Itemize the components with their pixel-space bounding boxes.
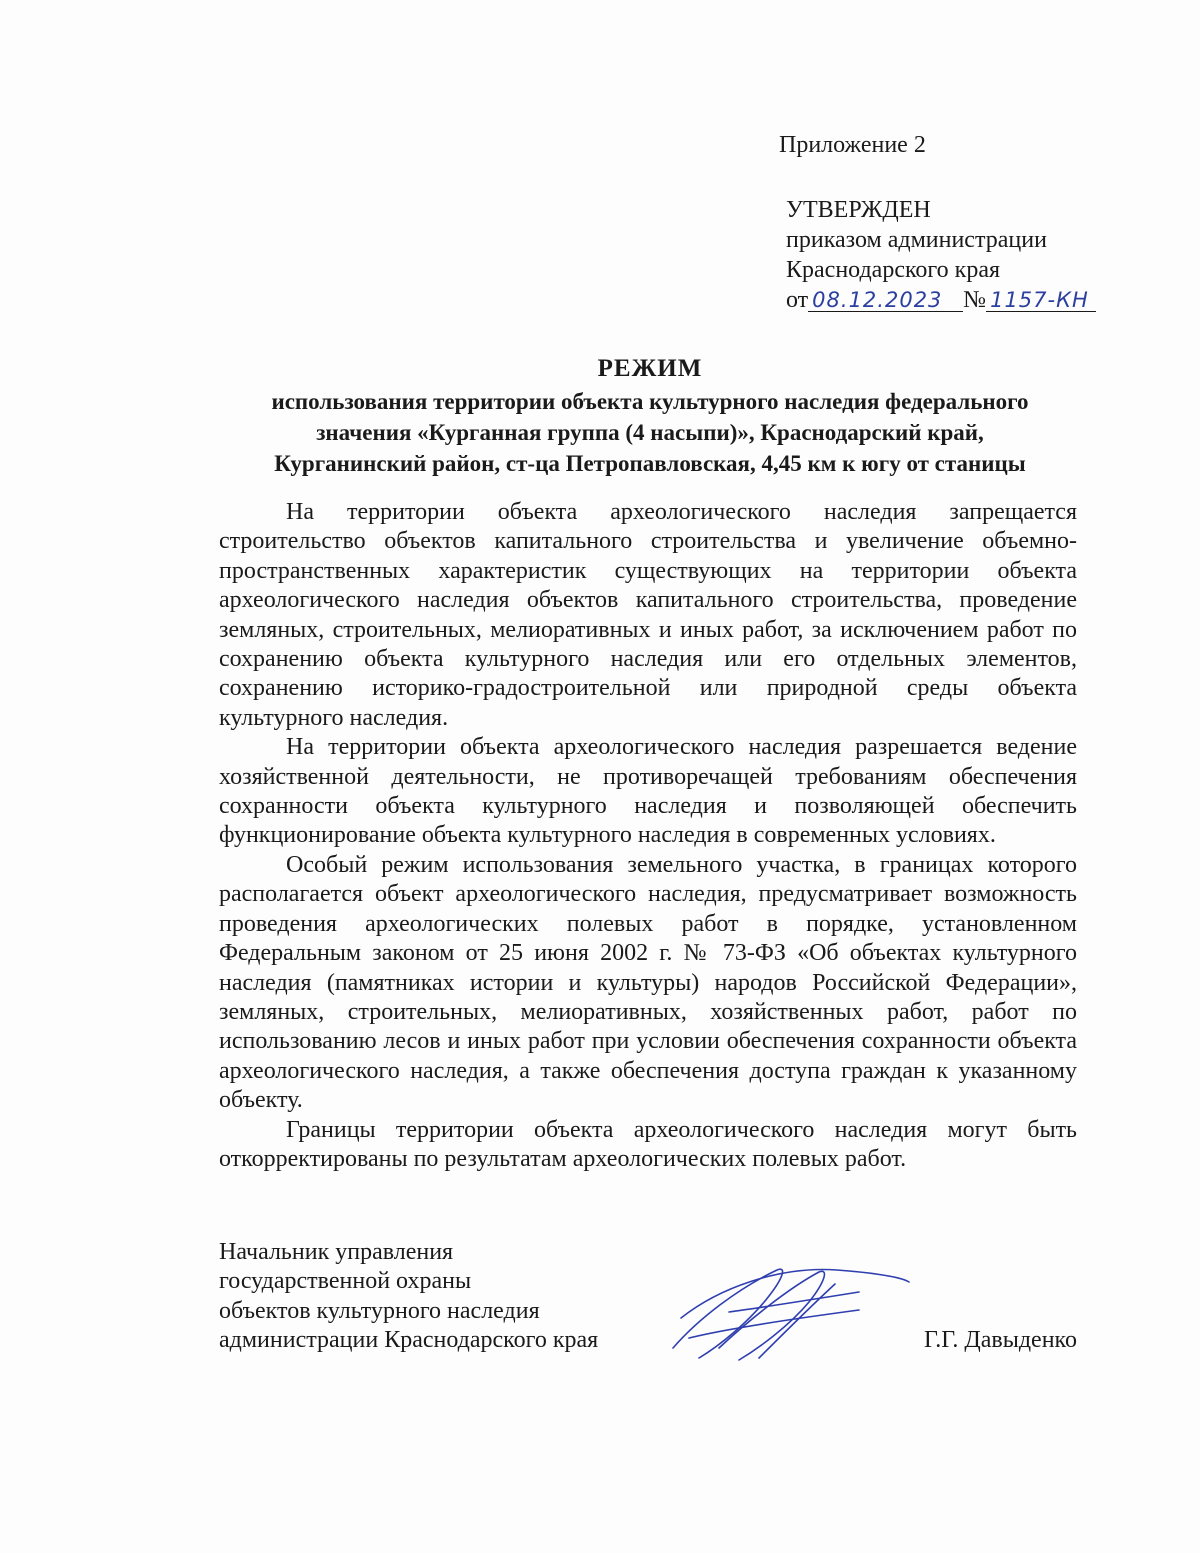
approval-heading: УТВЕРЖДЕН	[786, 197, 931, 223]
handwritten-number: 1157-КН	[986, 289, 1096, 312]
signatory-title-line: государственной охраны	[219, 1268, 472, 1295]
signatory-name: Г.Г. Давыденко	[924, 1327, 1077, 1353]
approval-date-line	[786, 287, 1096, 313]
approval-line-2: Краснодарского края	[786, 257, 1001, 283]
number-prefix: №	[963, 287, 987, 313]
document-body	[219, 498, 1077, 1174]
approval-stamp	[786, 195, 1126, 315]
paragraph-boundaries: Границы территории объекта археологического наследия могут быть откорректированы по результатам археологических полевых работ.	[219, 1116, 1077, 1172]
document-title	[180, 352, 1120, 479]
signature-block	[219, 1238, 1077, 1368]
handwritten-date: 08.12.2023	[808, 289, 963, 312]
title-line-2: значения «Курганная группа (4 насыпи)», Краснодарский край,	[316, 420, 984, 445]
paragraph-permitted-activity: На территории объекта археологического наследия разрешается ведение хозяйственной деятельности, не противоречащей требованиям обеспечения сохранности объекта культурного наследия и позволяющей обеспечить функционирование объекта культурного наследия в современных условиях.	[219, 734, 1077, 849]
paragraph-special-regime: Особый режим использования земельного участка, в границах которого располагается объект археологического наследия, предусматривает возможность проведения археологических полевых работ в порядке, установленном Федеральным законом от 25 июня 2002 г. № 73-ФЗ «Об объектах культурного наследия (памятниках истории и культуры) народов Российской Федерации», земляных, строительных, мелиоративных, хозяйственных работ, работ по использованию лесов и иных работ при условии обеспечения сохранности объекта археологического наследия, а также обеспечения доступа граждан к указанному объекту.	[219, 851, 1077, 1114]
paragraph-prohibitions: На территории объекта археологического наследия запрещается строительство объектов капитального строительства и увеличение объемно-пространственных характеристик существующих на территории объекта археологического наследия объектов капитального строительства, проведение земляных, строительных, мелиоративных и иных работ, за исключением работ по сохранению объекта культурного наследия или его отдельных элементов, сохранению историко-градостроительной или природной среды объекта культурного наследия.	[219, 499, 1077, 731]
signatory-title-line: администрации Краснодарского края	[219, 1327, 599, 1354]
handwritten-signature	[659, 1248, 919, 1368]
signatory-title-line: объектов культурного наследия	[219, 1297, 540, 1324]
title-line-3: Курганинский район, ст-ца Петропавловская, 4,45 км к югу от станицы	[274, 451, 1026, 476]
appendix-label: Приложение 2	[779, 132, 926, 158]
approval-line-1: приказом администрации	[786, 227, 1047, 253]
signatory-title	[219, 1238, 659, 1356]
date-prefix: от	[786, 287, 809, 313]
signatory-title-line: Начальник управления	[219, 1239, 454, 1265]
title-line-1: использования территории объекта культурного наследия федерального	[271, 389, 1029, 414]
title-main: РЕЖИМ	[597, 355, 703, 382]
